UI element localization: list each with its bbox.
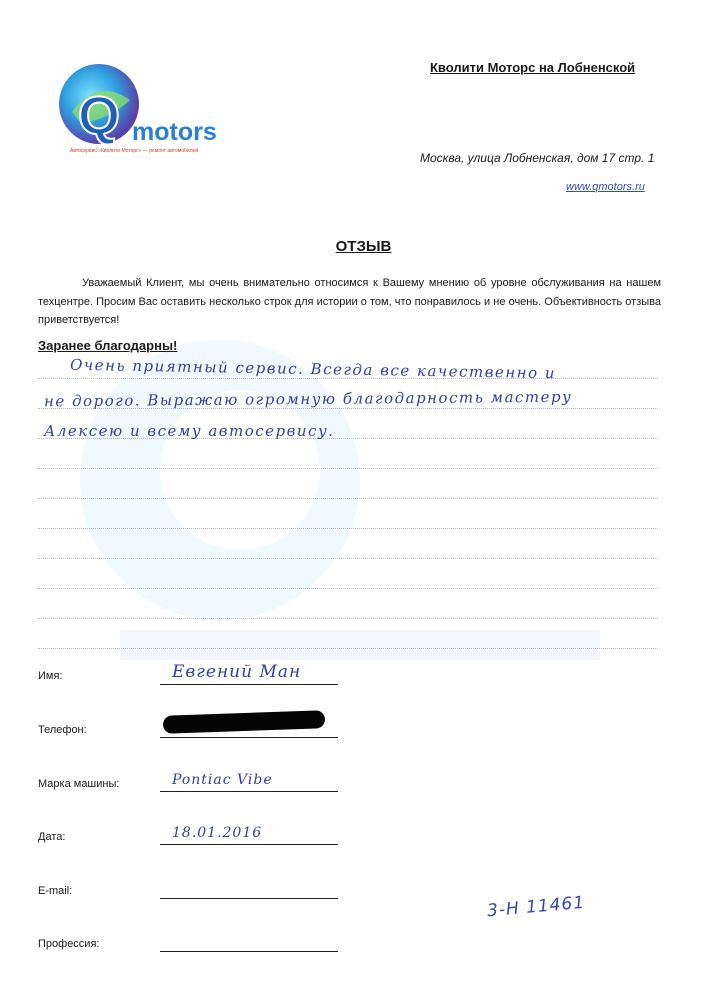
name-field[interactable] [160,684,338,685]
company-address: Москва, улица Лобненская, дом 17 стр. 1 [420,151,655,165]
car-make-field[interactable] [160,791,338,792]
logo-graphic [52,62,237,162]
svg-text:Q: Q [78,86,121,146]
car-make-label: Марка машины: [38,778,120,790]
qmotors-logo [52,62,237,162]
profession-label: Профессия: [38,938,100,950]
logo-watermark [40,330,600,690]
phone-field[interactable] [160,737,338,738]
company-name: Кволити Моторс на Лобненской [430,60,636,75]
review-line-1: Очень приятный сервис. Всегда все качественно и [69,355,557,383]
review-line-3: Алексею и всему автосервису. [44,422,335,440]
email-field[interactable] [160,898,338,899]
intro-text: Уважаемый Клиент, мы очень внимательно относимся к Вашему мнению об уровне обслуживания на нашем техцентре. Просим Вас оставить несколько строк для истории о том, что понравилось и не очень. Объективность отзыва приветствуется! [38,277,661,326]
car-make-value: Pontiac Vibe [172,772,273,788]
date-field[interactable] [160,844,338,845]
review-line-2: не дорого. Выражаю огромную благодарность мастеру [43,387,573,411]
page-title: ОТЗЫВ [335,238,392,255]
handwritten-stamp: 3-H 11461 [486,892,586,922]
profession-field[interactable] [160,951,338,952]
svg-text:motors: motors [132,118,217,146]
email-label: E-mail: [38,885,73,897]
website-link[interactable]: www.qmotors.ru [566,181,645,193]
name-value: Евгений Ман [172,662,302,682]
phone-label: Телефон: [38,724,87,736]
phone-redaction [163,710,326,734]
name-label: Имя: [38,670,63,682]
thanks-heading: Заранее благодарны! [38,338,178,353]
logo-tagline: Автосервис «Кволити Моторс» — ремонт автомобилей [70,148,199,154]
date-label: Дата: [38,831,66,843]
date-value: 18.01.2016 [172,825,263,841]
